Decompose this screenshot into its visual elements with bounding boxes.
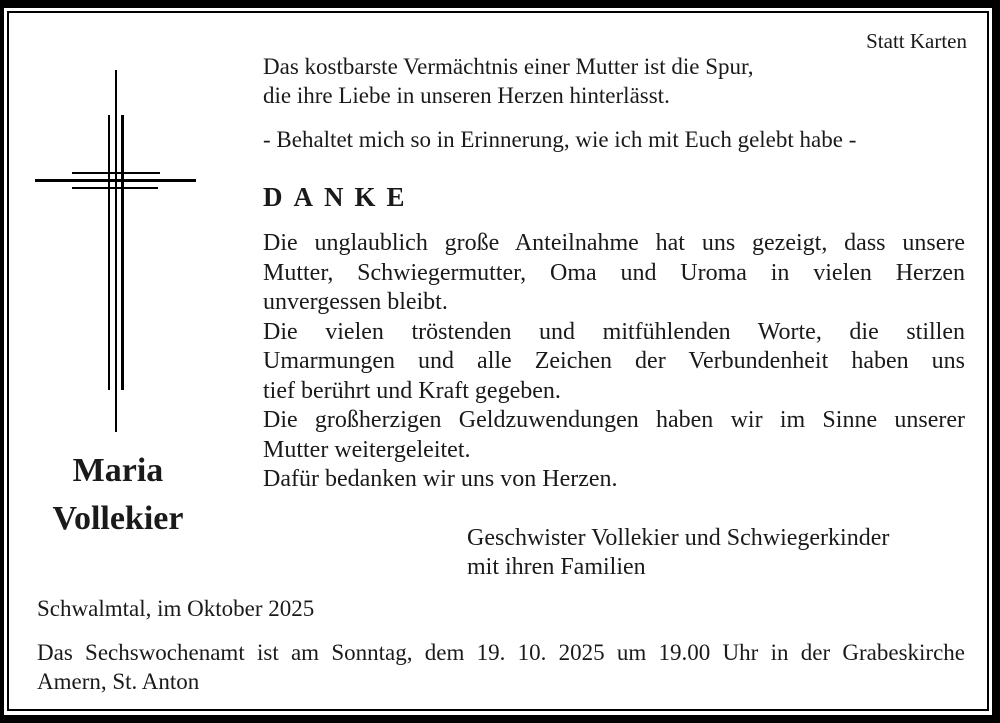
epigraph-quote-line2: die ihre Liebe in unseren Herzen hinterlässt. [263, 83, 670, 108]
cross-middle-horizontal-line [35, 179, 196, 182]
signature-line2: mit ihren Familien [467, 554, 646, 580]
body-line: Die vielen tröstenden und mitfühlenden Worte, die stillen [263, 318, 965, 345]
service-announcement [37, 638, 965, 696]
thank-you-body [263, 229, 965, 495]
deceased-first-name: Maria [72, 452, 164, 489]
cross-left-vertical-line [108, 115, 110, 390]
service-line1: Das Sechswochenamt ist am Sonntag, dem 19. 10. 2025 um 19.00 Uhr in der Grabeskirche [37, 640, 965, 665]
deceased-last-name: Vollekier [52, 500, 184, 537]
body-line: unvergessen bleibt. [263, 289, 448, 315]
epigraph-quote-line1: Das kostbarste Vermächtnis einer Mutter ist die Spur, [263, 54, 754, 79]
cross-right-vertical-line [121, 115, 124, 390]
service-line2: Amern, St. Anton [37, 669, 200, 694]
body-line: Dafür bedanken wir uns von Herzen. [263, 466, 618, 492]
signature-line1: Geschwister Vollekier und Schwiegerkinder [467, 524, 890, 551]
cross-bottom-horizontal-line [72, 187, 158, 189]
body-line: Mutter weitergeleitet. [263, 436, 471, 463]
body-line: Die unglaublich große Anteilnahme hat uns gezeigt, dass unsere [263, 230, 965, 256]
cross-center-vertical-line [115, 70, 117, 432]
signature-block [467, 524, 965, 583]
notice-text-column [263, 52, 965, 583]
body-line: Umarmungen und alle Zeichen der Verbundenheit haben uns [263, 348, 965, 374]
epigraph-quote [263, 52, 965, 110]
place-date-line: Schwalmtal, im Oktober 2025 [37, 596, 315, 621]
statt-karten-label: Statt Karten [866, 29, 967, 53]
remembrance-line: - Behaltet mich so in Erinnerung, wie ich mit Euch gelebt habe - [263, 127, 857, 152]
cross-top-horizontal-line [72, 172, 160, 174]
body-line: Die großherzigen Geldzuwendungen haben wir im Sinne unserer [263, 407, 965, 433]
danke-heading: DANKE [263, 182, 416, 212]
body-line: Mutter, Schwiegermutter, Oma und Uroma in vielen Herzen [263, 259, 965, 286]
deceased-name [18, 447, 218, 543]
body-line: tief berührt und Kraft gegeben. [263, 377, 561, 404]
